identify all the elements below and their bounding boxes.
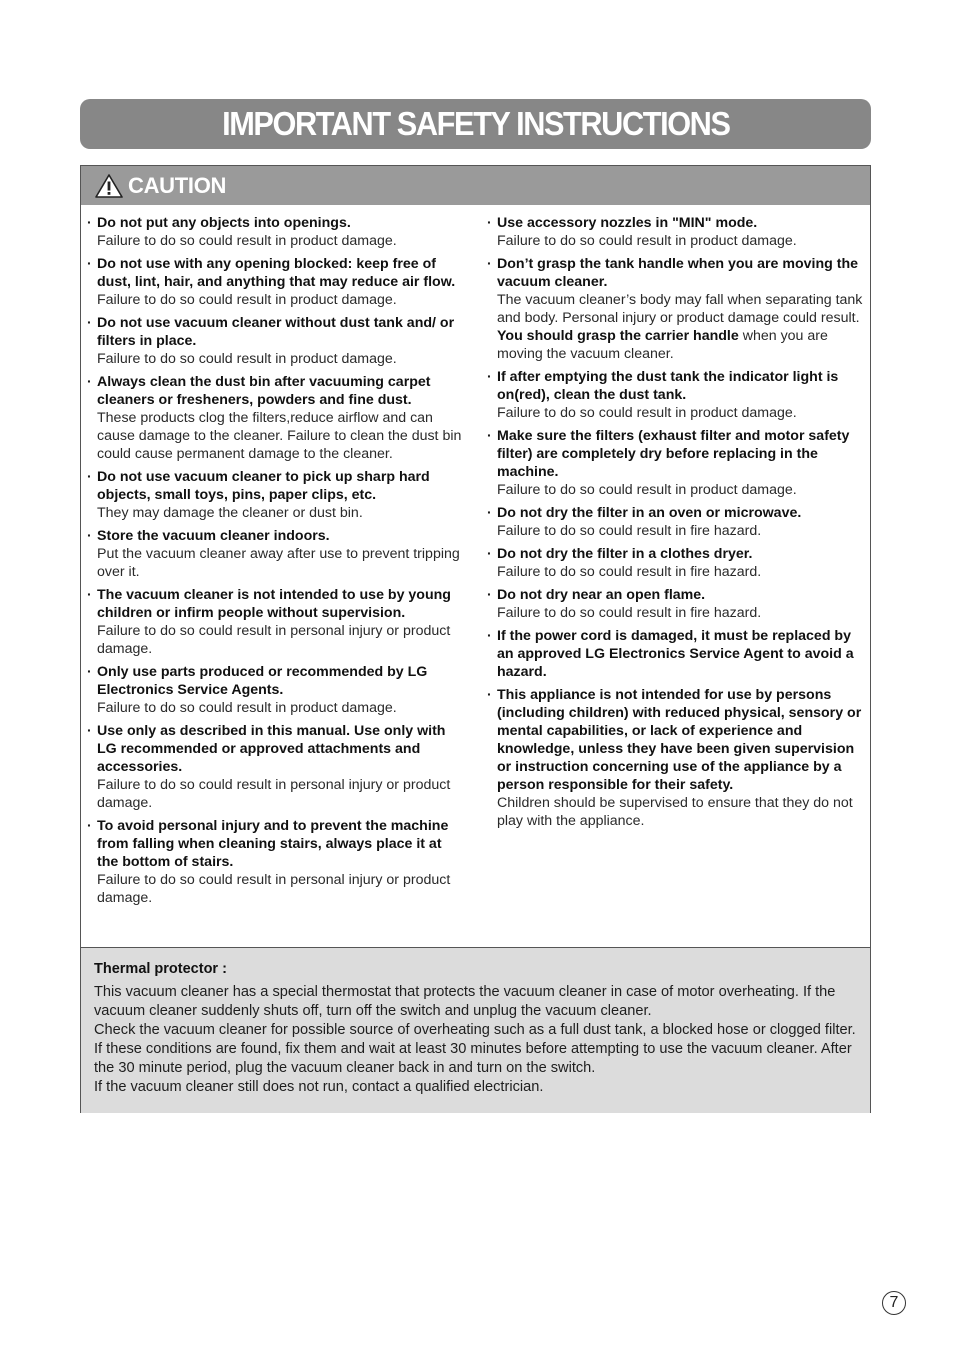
list-item: · To avoid personal injury and to prevent the machine from falling when cleaning stairs, always place it at the bottom of stairs. Failure to do so could result in personal injury or product damage. <box>87 818 451 906</box>
list-item: · Do not use vacuum cleaner to pick up sharp hard objects, small toys, pins, paper clips, etc. They may damage the cleaner or dust bin. <box>87 469 430 521</box>
list-item: · Do not put any objects into openings. Failure to do so could result in product damage. <box>87 215 397 249</box>
list-item: · Only use parts produced or recommended by LG Electronics Service Agents. Failure to do so could result in product damage. <box>87 664 428 716</box>
list-item: · Don’t grasp the tank handle when you are moving the vacuum cleaner. The vacuum cleaner’s body may fall when separating tank and body. Personal injury or product damage could result. You should grasp the carrier handle when you are moving the vacuum cleaner. <box>487 256 863 362</box>
list-item: · Do not dry near an open flame. Failure to do so could result in fire hazard. <box>487 587 762 621</box>
thermal-protector-box <box>81 947 870 1113</box>
caution-left-column <box>87 214 465 912</box>
list-item: · Do not dry the filter in a clothes dryer. Failure to do so could result in fire hazard. <box>487 546 762 580</box>
list-item: · If after emptying the dust tank the indicator light is on(red), clean the dust tank. Failure to do so could result in product damage. <box>487 369 839 421</box>
caution-header <box>81 166 870 205</box>
caution-right-column <box>487 214 865 835</box>
thermal-title: Thermal protector : <box>94 961 227 977</box>
title-banner <box>80 99 871 149</box>
thermal-paragraph: This vacuum cleaner has a special thermostat that protects the vacuum cleaner in case of motor overheating. If the vacuum cleaner suddenly shuts off, turn off the switch and unplug the vacuum cleaner. <box>94 984 836 1019</box>
thermal-body <box>94 983 866 1097</box>
list-item: · This appliance is not intended for use by persons (including children) with reduced physical, sensory or mental capabilities, or lack of experience and knowledge, unless they have been given supervision or instruction concerning use of the appliance by a person responsible for their safety. Children should be supervised to ensure that they do not play with the appliance. <box>487 687 862 829</box>
thermal-paragraph: If the vacuum cleaner still does not run, contact a qualified electrician. <box>94 1079 544 1095</box>
list-item: · Store the vacuum cleaner indoors. Put the vacuum cleaner away after use to prevent tripping over it. <box>87 528 460 580</box>
caution-label: CAUTION <box>128 172 227 198</box>
list-item: · Always clean the dust bin after vacuuming carpet cleaners or fresheners, powders and fine dust. These products clog the filters,reduce airflow and can cause damage to the cleaner. Failure to clean the dust bin could cause permanent damage to the cleaner. <box>87 374 462 462</box>
caution-box <box>80 165 871 1113</box>
page-title: IMPORTANT SAFETY INSTRUCTIONS <box>221 105 730 142</box>
list-item: · Make sure the filters (exhaust filter and motor safety filter) are completely dry before replacing in the machine. Failure to do so could result in product damage. <box>487 428 850 498</box>
list-item: · Do not use vacuum cleaner without dust tank and/ or filters in place. Failure to do so could result in product damage. <box>87 315 455 367</box>
thermal-paragraph: Check the vacuum cleaner for possible source of overheating such as a full dust tank, a blocked hose or clogged filter. If these conditions are found, fix them and wait at least 30 minutes before attempting to use the vacuum cleaner. After the 30 minute period, plug the vacuum cleaner back in and turn on the switch. <box>94 1022 856 1076</box>
page-number: 7 <box>882 1291 906 1315</box>
list-item: · Do not dry the filter in an oven or microwave. Failure to do so could result in fire hazard. <box>487 505 802 539</box>
list-item: · Use only as described in this manual. Use only with LG recommended or approved attachments and accessories. Failure to do so could result in personal injury or product damage. <box>87 723 451 811</box>
list-item: · Use accessory nozzles in "MIN" mode. Failure to do so could result in product damage. <box>487 215 797 249</box>
warning-triangle-icon <box>95 174 123 198</box>
list-item: · The vacuum cleaner is not intended to use by young children or infirm people without supervision. Failure to do so could result in personal injury or product damage. <box>87 587 451 657</box>
list-item: · Do not use with any opening blocked: keep free of dust, lint, hair, and anything that may reduce air flow. Failure to do so could result in product damage. <box>87 256 456 308</box>
list-item: · If the power cord is damaged, it must be replaced by an approved LG Electronics Service Agent to avoid a hazard. <box>487 628 854 680</box>
